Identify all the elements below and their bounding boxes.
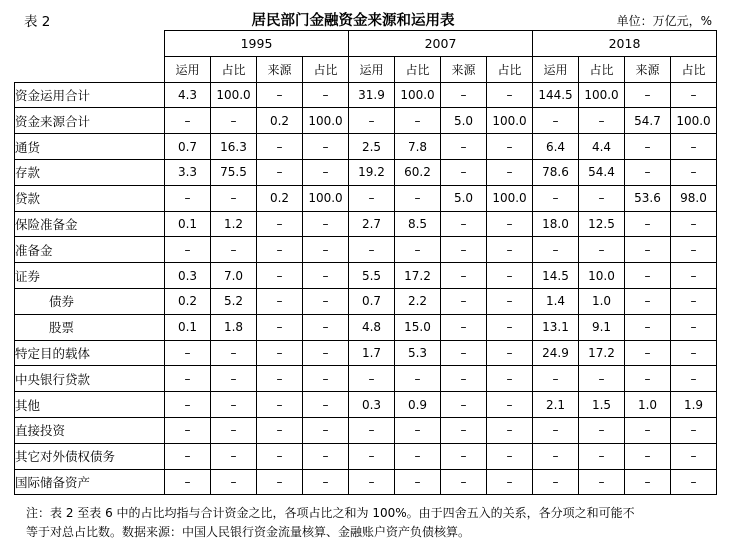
- table-cell: –: [257, 134, 303, 160]
- table-cell: –: [349, 469, 395, 495]
- table-cell: 4.4: [579, 134, 625, 160]
- table-cell: 0.9: [395, 392, 441, 418]
- table-row: [15, 263, 717, 289]
- header-2007-source-share: 占比: [487, 56, 533, 82]
- table-cell: 10.0: [579, 263, 625, 289]
- table-row: [15, 159, 717, 185]
- table-cell: –: [441, 392, 487, 418]
- table-head: [15, 31, 717, 83]
- table-row: [15, 237, 717, 263]
- table-cell: –: [211, 469, 257, 495]
- header-2018-source: 来源: [625, 56, 671, 82]
- table-cell: –: [257, 314, 303, 340]
- row-label: 存款: [15, 159, 165, 185]
- table-cell: –: [487, 134, 533, 160]
- table-cell: –: [257, 82, 303, 108]
- table-cell: –: [257, 159, 303, 185]
- table-cell: –: [487, 469, 533, 495]
- table-cell: –: [211, 392, 257, 418]
- table-cell: –: [257, 443, 303, 469]
- table-cell: 7.8: [395, 134, 441, 160]
- table-cell: –: [579, 108, 625, 134]
- table-cell: –: [211, 108, 257, 134]
- table-cell: 1.4: [533, 288, 579, 314]
- table-cell: 0.1: [165, 314, 211, 340]
- table-cell: –: [487, 366, 533, 392]
- table-cell: 0.2: [257, 185, 303, 211]
- table-cell: –: [257, 469, 303, 495]
- table-cell: 2.7: [349, 211, 395, 237]
- table-cell: –: [671, 263, 717, 289]
- table-cell: –: [441, 211, 487, 237]
- row-label: 贷款: [15, 185, 165, 211]
- table-cell: –: [165, 237, 211, 263]
- table-cell: 2.5: [349, 134, 395, 160]
- table-cell: –: [303, 417, 349, 443]
- table-cell: –: [349, 108, 395, 134]
- table-cell: –: [671, 469, 717, 495]
- table-cell: 31.9: [349, 82, 395, 108]
- table-cell: –: [257, 211, 303, 237]
- table-cell: 14.5: [533, 263, 579, 289]
- table-cell: –: [579, 237, 625, 263]
- table-row: [15, 469, 717, 495]
- table-cell: 100.0: [211, 82, 257, 108]
- table-cell: 144.5: [533, 82, 579, 108]
- row-label: 通货: [15, 134, 165, 160]
- table-cell: –: [579, 443, 625, 469]
- table-cell: –: [671, 366, 717, 392]
- table-cell: –: [349, 366, 395, 392]
- table-cell: 17.2: [395, 263, 441, 289]
- table-cell: –: [625, 469, 671, 495]
- table-cell: –: [671, 211, 717, 237]
- table-cell: –: [625, 288, 671, 314]
- table-unit-label: 单位：万亿元，%: [616, 14, 712, 28]
- table-cell: –: [257, 392, 303, 418]
- table-cell: –: [625, 263, 671, 289]
- table-cell: –: [441, 443, 487, 469]
- table-cell: –: [349, 417, 395, 443]
- header-year-2007: 2007: [349, 31, 533, 57]
- header-2018-use: 运用: [533, 56, 579, 82]
- table-cell: –: [671, 82, 717, 108]
- row-label: 保险准备金: [15, 211, 165, 237]
- table-cell: 1.5: [579, 392, 625, 418]
- header-corner-blank: [15, 31, 165, 57]
- header-corner-blank-2: [15, 56, 165, 82]
- table-cell: –: [487, 82, 533, 108]
- row-label: 特定目的载体: [15, 340, 165, 366]
- table-cell: –: [395, 443, 441, 469]
- footnote-line-2: 等于对总占比数。数据来源：中国人民银行资金流量核算、金融账户资产负债核算。: [26, 524, 471, 539]
- table-cell: 2.1: [533, 392, 579, 418]
- table-cell: –: [625, 443, 671, 469]
- row-label: 其他: [15, 392, 165, 418]
- table-header-row: [14, 0, 716, 30]
- table-row: [15, 185, 717, 211]
- table-cell: 0.3: [349, 392, 395, 418]
- table-cell: –: [625, 134, 671, 160]
- table-cell: –: [487, 263, 533, 289]
- table-cell: –: [625, 366, 671, 392]
- table-cell: –: [533, 469, 579, 495]
- table-cell: –: [395, 108, 441, 134]
- table-cell: –: [625, 237, 671, 263]
- table-cell: –: [579, 185, 625, 211]
- footnote-line-1: 注：表 2 至表 6 中的占比均指与合计资金之比，各项占比之和为 100%。由于四舍五入的关系，各分项之和可能不: [26, 506, 635, 521]
- table-cell: 12.5: [579, 211, 625, 237]
- table-cell: –: [211, 366, 257, 392]
- table-cell: –: [257, 263, 303, 289]
- table-cell: –: [165, 108, 211, 134]
- table-cell: –: [625, 340, 671, 366]
- table-cell: –: [625, 82, 671, 108]
- table-cell: 5.5: [349, 263, 395, 289]
- table-cell: –: [533, 366, 579, 392]
- table-cell: –: [671, 159, 717, 185]
- table-cell: –: [211, 417, 257, 443]
- table-cell: 1.2: [211, 211, 257, 237]
- row-label: 债券: [15, 288, 165, 314]
- table-cell: 4.8: [349, 314, 395, 340]
- table-cell: 18.0: [533, 211, 579, 237]
- header-2018-use-share: 占比: [579, 56, 625, 82]
- table-cell: –: [349, 185, 395, 211]
- row-label: 资金来源合计: [15, 108, 165, 134]
- table-cell: 0.2: [165, 288, 211, 314]
- table-cell: 4.3: [165, 82, 211, 108]
- table-cell: –: [671, 134, 717, 160]
- table-cell: 7.0: [211, 263, 257, 289]
- table-cell: –: [533, 108, 579, 134]
- table-cell: –: [165, 185, 211, 211]
- table-cell: 5.0: [441, 185, 487, 211]
- table-cell: –: [303, 211, 349, 237]
- table-row: [15, 314, 717, 340]
- table-row: [15, 417, 717, 443]
- table-cell: 60.2: [395, 159, 441, 185]
- table-row: [15, 288, 717, 314]
- table-cell: –: [165, 392, 211, 418]
- table-cell: –: [165, 366, 211, 392]
- table-cell: –: [441, 159, 487, 185]
- table-cell: –: [487, 237, 533, 263]
- table-cell: 8.5: [395, 211, 441, 237]
- table-cell: –: [349, 237, 395, 263]
- table-cell: –: [303, 469, 349, 495]
- table-row: [15, 340, 717, 366]
- table-cell: 100.0: [395, 82, 441, 108]
- table-cell: 17.2: [579, 340, 625, 366]
- table-cell: –: [303, 366, 349, 392]
- table-cell: 100.0: [303, 185, 349, 211]
- table-cell: –: [257, 417, 303, 443]
- row-label: 其它对外债权债务: [15, 443, 165, 469]
- table-cell: 100.0: [671, 108, 717, 134]
- table-cell: 78.6: [533, 159, 579, 185]
- table-cell: 9.1: [579, 314, 625, 340]
- table-cell: 19.2: [349, 159, 395, 185]
- table-cell: –: [303, 134, 349, 160]
- table-cell: –: [441, 82, 487, 108]
- table-cell: 54.4: [579, 159, 625, 185]
- financial-table: [14, 30, 717, 495]
- table-cell: –: [625, 417, 671, 443]
- table-cell: 0.7: [349, 288, 395, 314]
- table-cell: –: [349, 443, 395, 469]
- table-cell: 1.0: [625, 392, 671, 418]
- table-cell: –: [303, 392, 349, 418]
- table-cell: –: [533, 185, 579, 211]
- table-row: [15, 108, 717, 134]
- table-cell: –: [533, 237, 579, 263]
- table-cell: –: [257, 366, 303, 392]
- table-cell: 53.6: [625, 185, 671, 211]
- table-cell: –: [303, 263, 349, 289]
- table-cell: –: [487, 443, 533, 469]
- table-cell: –: [487, 340, 533, 366]
- table-cell: 16.3: [211, 134, 257, 160]
- table-cell: 1.7: [349, 340, 395, 366]
- table-number: 表 2: [24, 14, 51, 30]
- table-cell: –: [303, 237, 349, 263]
- table-cell: 5.3: [395, 340, 441, 366]
- table-cell: –: [165, 469, 211, 495]
- header-2018-source-share: 占比: [671, 56, 717, 82]
- table-cell: –: [441, 134, 487, 160]
- table-header-years: [15, 31, 717, 57]
- table-cell: –: [303, 314, 349, 340]
- table-cell: 100.0: [487, 108, 533, 134]
- table-cell: –: [487, 417, 533, 443]
- header-2007-source: 来源: [441, 56, 487, 82]
- header-1995-source-share: 占比: [303, 56, 349, 82]
- table-cell: 3.3: [165, 159, 211, 185]
- table-cell: –: [533, 443, 579, 469]
- header-1995-use-share: 占比: [211, 56, 257, 82]
- table-cell: –: [395, 185, 441, 211]
- table-cell: 75.5: [211, 159, 257, 185]
- table-cell: –: [671, 288, 717, 314]
- table-cell: –: [441, 237, 487, 263]
- header-1995-source: 来源: [257, 56, 303, 82]
- table-cell: –: [533, 417, 579, 443]
- header-2007-use-share: 占比: [395, 56, 441, 82]
- table-cell: –: [257, 340, 303, 366]
- row-label: 直接投资: [15, 417, 165, 443]
- table-cell: –: [579, 366, 625, 392]
- header-year-1995: 1995: [165, 31, 349, 57]
- table-cell: 15.0: [395, 314, 441, 340]
- table-footnote: [14, 504, 716, 541]
- table-cell: –: [257, 237, 303, 263]
- table-row: [15, 392, 717, 418]
- row-label: 资金运用合计: [15, 82, 165, 108]
- table-cell: –: [441, 314, 487, 340]
- table-cell: –: [303, 443, 349, 469]
- table-cell: –: [625, 314, 671, 340]
- table-cell: 2.2: [395, 288, 441, 314]
- table-cell: –: [671, 443, 717, 469]
- table-cell: 98.0: [671, 185, 717, 211]
- table-cell: –: [579, 469, 625, 495]
- table-row: [15, 443, 717, 469]
- table-cell: 0.3: [165, 263, 211, 289]
- row-label: 股票: [15, 314, 165, 340]
- table-cell: –: [671, 237, 717, 263]
- table-cell: –: [211, 340, 257, 366]
- table-cell: 100.0: [303, 108, 349, 134]
- table-cell: –: [165, 443, 211, 469]
- table-cell: 1.9: [671, 392, 717, 418]
- table-cell: 24.9: [533, 340, 579, 366]
- page-title: 居民部门金融资金来源和运用表: [251, 13, 455, 29]
- table-cell: –: [211, 443, 257, 469]
- table-cell: –: [257, 288, 303, 314]
- table-header-subs: [15, 56, 717, 82]
- table-cell: –: [671, 314, 717, 340]
- table-cell: –: [671, 417, 717, 443]
- table-body: [15, 82, 717, 495]
- table-cell: 13.1: [533, 314, 579, 340]
- table-cell: –: [395, 366, 441, 392]
- table-cell: –: [395, 237, 441, 263]
- table-cell: 0.2: [257, 108, 303, 134]
- row-label: 准备金: [15, 237, 165, 263]
- table-row: [15, 211, 717, 237]
- table-cell: –: [165, 340, 211, 366]
- table-row: [15, 366, 717, 392]
- table-cell: 1.0: [579, 288, 625, 314]
- table-cell: –: [487, 159, 533, 185]
- row-label: 国际储备资产: [15, 469, 165, 495]
- table-cell: –: [441, 288, 487, 314]
- table-cell: 100.0: [487, 185, 533, 211]
- header-year-2018: 2018: [533, 31, 717, 57]
- table-cell: –: [579, 417, 625, 443]
- table-cell: –: [395, 417, 441, 443]
- row-label: 中央银行贷款: [15, 366, 165, 392]
- table-cell: –: [441, 417, 487, 443]
- table-cell: –: [441, 469, 487, 495]
- table-cell: 5.0: [441, 108, 487, 134]
- table-row: [15, 82, 717, 108]
- table-cell: –: [211, 237, 257, 263]
- table-cell: –: [165, 417, 211, 443]
- table-cell: –: [625, 159, 671, 185]
- table-cell: –: [487, 211, 533, 237]
- table-cell: 5.2: [211, 288, 257, 314]
- table-cell: 54.7: [625, 108, 671, 134]
- table-cell: –: [303, 159, 349, 185]
- table-cell: –: [211, 185, 257, 211]
- row-label: 证券: [15, 263, 165, 289]
- table-cell: –: [487, 392, 533, 418]
- table-row: [15, 134, 717, 160]
- header-1995-use: 运用: [165, 56, 211, 82]
- table-cell: –: [395, 469, 441, 495]
- table-cell: –: [303, 82, 349, 108]
- table-cell: –: [441, 263, 487, 289]
- table-cell: –: [625, 211, 671, 237]
- table-cell: 6.4: [533, 134, 579, 160]
- table-cell: 0.7: [165, 134, 211, 160]
- table-cell: –: [671, 340, 717, 366]
- header-2007-use: 运用: [349, 56, 395, 82]
- table-cell: –: [303, 340, 349, 366]
- table-cell: –: [487, 288, 533, 314]
- table-cell: –: [441, 366, 487, 392]
- table-cell: –: [441, 340, 487, 366]
- table-cell: –: [303, 288, 349, 314]
- table-cell: –: [487, 314, 533, 340]
- table-cell: 100.0: [579, 82, 625, 108]
- table-cell: 0.1: [165, 211, 211, 237]
- table-cell: 1.8: [211, 314, 257, 340]
